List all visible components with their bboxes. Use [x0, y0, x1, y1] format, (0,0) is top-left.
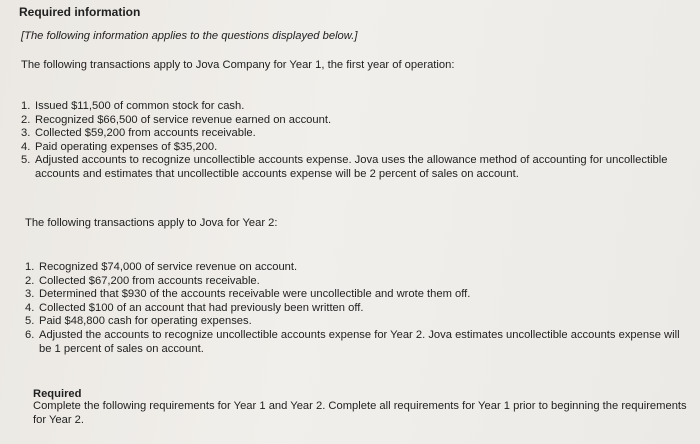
- list-item: [25, 315, 690, 329]
- list-item: [21, 127, 691, 141]
- item-number: 5.: [21, 154, 31, 167]
- list-item: [21, 114, 691, 128]
- item-number: 1.: [25, 261, 35, 273]
- item-number: 2.: [21, 113, 31, 126]
- item-text: Paid $48,800 cash for operating expenses.: [39, 315, 252, 328]
- list-item: [21, 100, 691, 114]
- item-text: Recognized $74,000 of service revenue on account.: [39, 261, 298, 273]
- item-number: 6.: [25, 328, 35, 341]
- item-text: Paid operating expenses of $35,200.: [35, 140, 218, 153]
- item-text: Adjusted accounts to recognize uncollectible accounts expense. Jova uses the allowance method of accounting for uncollectible accounts and estimates that uncollectible accounts expense will be 2 percent of sales on account.: [35, 154, 668, 180]
- year1-intro: The following transactions apply to Jova Company for Year 1, the first year of operation:: [21, 59, 455, 71]
- item-number: 1.: [21, 100, 31, 112]
- info-note: [The following information applies to the questions displayed below.]: [21, 30, 358, 42]
- item-number: 4.: [25, 301, 35, 314]
- list-item: [25, 329, 690, 356]
- item-text: Adjusted the accounts to recognize uncollectible accounts expense for Year 2. Jova estimates uncollectible accounts expense will be 1 percent of sales on account.: [39, 328, 680, 355]
- item-number: 5.: [25, 315, 35, 328]
- list-item: [25, 288, 690, 302]
- list-item: [25, 275, 690, 289]
- item-text: Collected $100 of an account that had previously been written off.: [39, 301, 364, 314]
- year2-transaction-list: [25, 261, 690, 356]
- required-text: Complete the following requirements for Year 1 and Year 2. Complete all requirements for Year 1 prior to beginning the requirements for Year 2.: [33, 400, 687, 426]
- item-number: 4.: [21, 140, 31, 153]
- item-text: Recognized $66,500 of service revenue earned on account.: [35, 113, 332, 126]
- required-title: Required: [33, 388, 82, 400]
- item-text: Issued $11,500 of common stock for cash.: [35, 100, 245, 112]
- item-number: 3.: [21, 127, 31, 140]
- item-number: 3.: [25, 288, 35, 301]
- required-information-heading: Required information: [19, 5, 141, 19]
- list-item: [21, 154, 691, 181]
- list-item: [25, 261, 690, 275]
- year2-intro: The following transactions apply to Jova for Year 2:: [25, 217, 278, 229]
- year1-transaction-list: [21, 100, 691, 182]
- item-text: Collected $67,200 from accounts receivable.: [39, 274, 260, 287]
- list-item: [25, 302, 690, 316]
- item-text: Determined that $930 of the accounts receivable were uncollectible and wrote them off.: [39, 288, 471, 301]
- list-item: [21, 141, 691, 155]
- item-text: Collected $59,200 from accounts receivable.: [35, 127, 256, 140]
- item-number: 2.: [25, 274, 35, 287]
